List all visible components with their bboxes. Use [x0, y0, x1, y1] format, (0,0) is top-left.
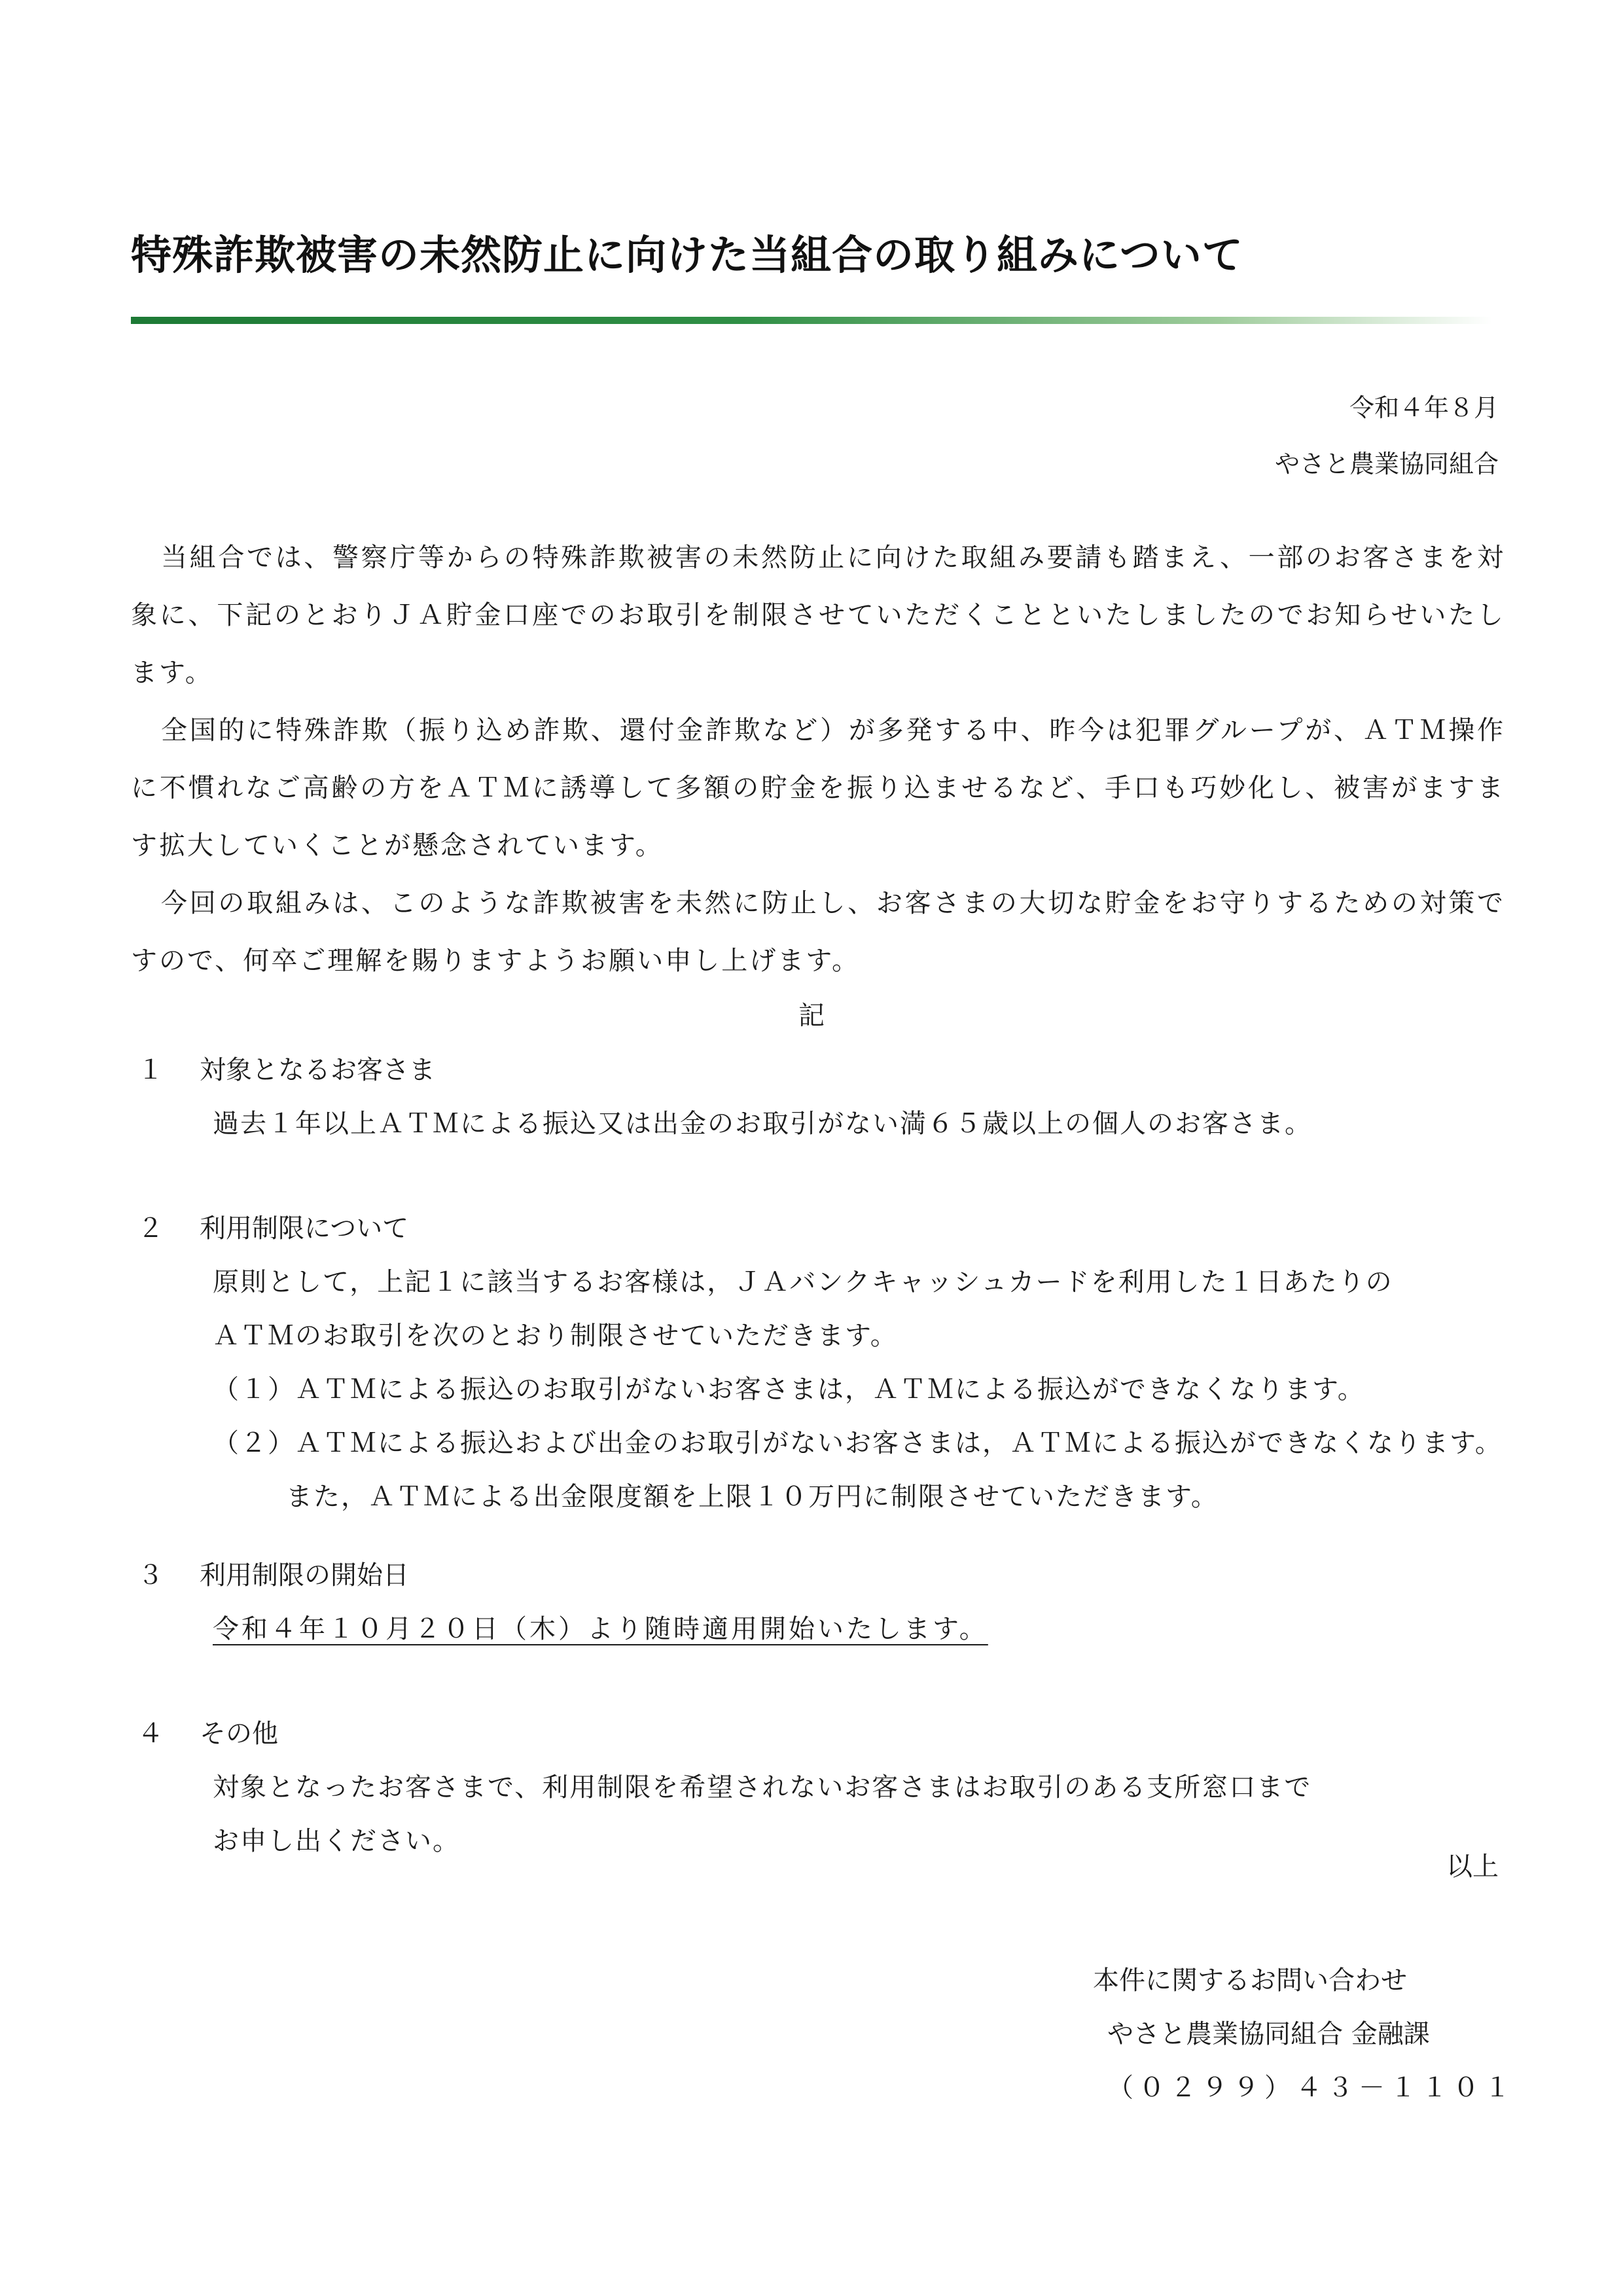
contact-phone: （０２９９）４３－１１０１	[1107, 2073, 1516, 2103]
section-2	[131, 1202, 1505, 1524]
section-1	[131, 1043, 1505, 1151]
issuer-name: やさと農業協同組合	[1274, 450, 1499, 478]
item-label: （２）	[213, 1428, 295, 1458]
section-heading: 対象となるお客さま	[200, 1055, 435, 1085]
contact-department: やさと農業協同組合 金融課	[1107, 2019, 1430, 2049]
restriction-item-2-continuation: また，ＡＴＭによる出金限度額を上限１０万円に制限させていただきます。	[286, 1482, 1219, 1512]
item-text: ＡＴＭによる振込のお取引がないお客さまは，ＡＴＭによる振込ができなくなります。	[295, 1374, 1365, 1405]
intro-paragraph-2: 全国的に特殊詐欺（振り込め詐欺、還付金詐欺など）が多発する中、昨今は犯罪グループが、ＡＴＭ操作に不慣れなご高齢の方をＡＴＭに誘導して多額の貯金を振り込ませるなど、手口も巧妙化し、被害がますます拡大していくことが懸念されています。	[131, 715, 1505, 861]
contact-block	[1093, 1954, 1516, 2115]
closing-mark: 以上	[1446, 1852, 1499, 1882]
section-text: ＡＴＭのお取引を次のとおり制限させていただきます。	[213, 1321, 898, 1351]
item-text: ＡＴＭによる振込および出金のお取引がないお客さまは，ＡＴＭによる振込ができなくなります。	[295, 1428, 1503, 1458]
title-divider	[131, 317, 1492, 324]
start-date-text: 令和４年１０月２０日（木）より随時適用開始いたします。	[213, 1614, 988, 1644]
intro-body	[131, 529, 1505, 990]
section-heading: 利用制限の開始日	[200, 1560, 409, 1590]
restriction-item-1	[213, 1363, 1505, 1416]
section-text: 過去１年以上ＡＴＭによる振込又は出金のお取引がない満６５歳以上の個人のお客さま。	[213, 1109, 1312, 1139]
section-number: ３	[137, 1560, 164, 1590]
intro-paragraph-3: 今回の取組みは、このような詐欺被害を未然に防止し、お客さまの大切な貯金をお守りするための対策ですので、何卒ご理解を賜りますようお願い申し上げます。	[131, 888, 1505, 976]
section-3	[131, 1549, 1505, 1656]
section-text: 原則として，上記１に該当するお客様は，ＪＡバンクキャッシュカードを利用した１日あたりの	[213, 1267, 1393, 1297]
contact-heading: 本件に関するお問い合わせ	[1093, 1965, 1407, 1996]
section-number: ２	[137, 1213, 164, 1244]
restriction-item-2	[213, 1416, 1505, 1470]
intro-paragraph-1: 当組合では、警察庁等からの特殊詐欺被害の未然防止に向けた取組み要請も踏まえ、一部のお客さまを対象に、下記のとおりＪＡ貯金口座でのお取引を制限させていただくことといたしましたのでお知らせいたします。	[131, 543, 1505, 688]
section-number: ４	[137, 1719, 164, 1749]
item-label: （１）	[213, 1374, 295, 1405]
ki-heading: 記	[798, 1001, 825, 1031]
section-number: １	[137, 1055, 164, 1085]
page-title: 特殊詐欺被害の未然防止に向けた当組合の取り組みについて	[131, 231, 1243, 279]
issue-date: 令和４年８月	[1349, 393, 1499, 422]
section-heading: その他	[200, 1719, 278, 1749]
section-4	[131, 1707, 1505, 1868]
section-text: お申し出ください。	[213, 1826, 460, 1856]
document-header	[1275, 380, 1499, 492]
section-text: 対象となったお客さまで、利用制限を希望されないお客さまはお取引のある支所窓口まで	[213, 1772, 1312, 1803]
section-heading: 利用制限について	[200, 1213, 409, 1244]
